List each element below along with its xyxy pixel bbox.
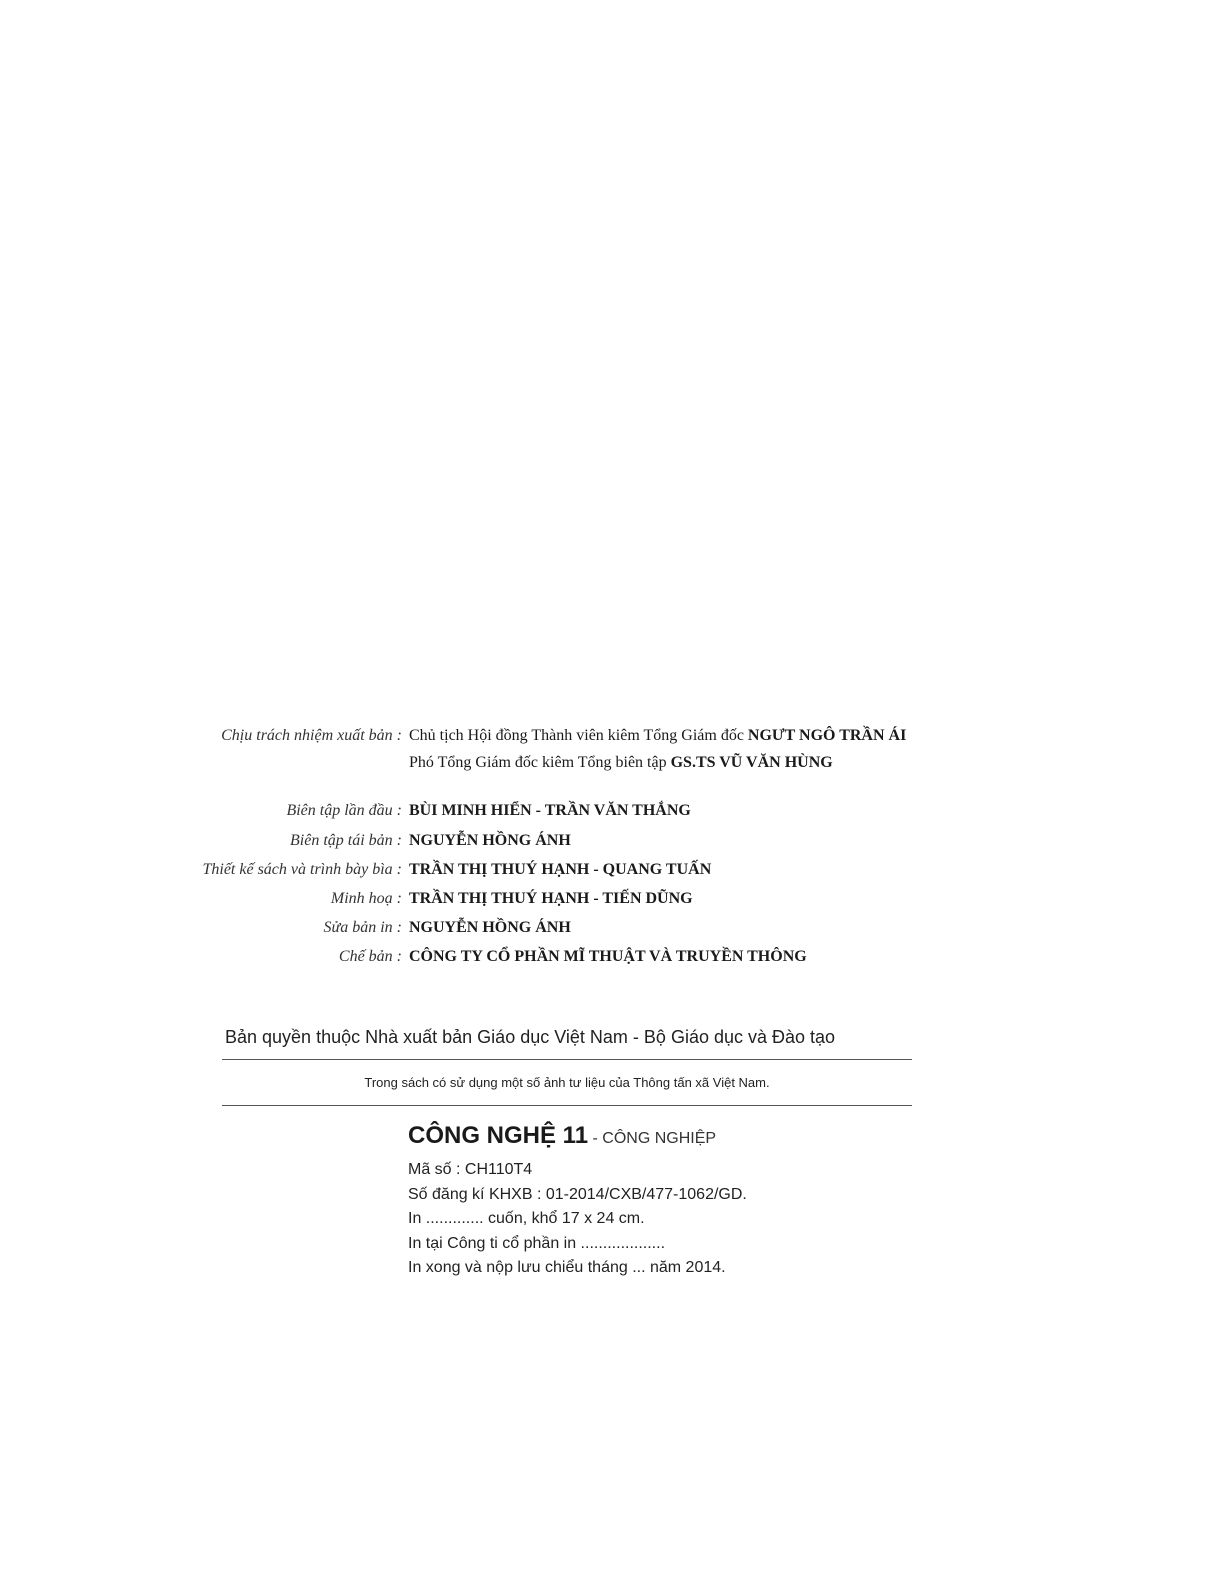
credit-row [0, 919, 1224, 949]
divider [222, 1059, 912, 1060]
credit-row [0, 832, 1224, 862]
copyright-notice: Bản quyền thuộc Nhà xuất bản Giáo dục Việt Nam - Bộ Giáo dục và Đào tạo [225, 1027, 836, 1047]
credit-label: Chế bản : [338, 948, 402, 965]
credit-row-responsible [0, 727, 1224, 757]
responsible-line1-prefix: Chủ tịch Hội đồng Thành viên kiêm Tổng Giám đốc [409, 727, 748, 744]
book-code: Mã số : CH110T4 [408, 1161, 533, 1178]
credit-value: TRẦN THỊ THUÝ HẠNH - QUANG TUẤN [409, 861, 712, 878]
photo-credit-note: Trong sách có sử dụng một số ảnh tư liệu của Thông tấn xã Việt Nam. [364, 1075, 770, 1090]
credit-label: Sửa bản in : [323, 919, 402, 936]
credit-label: Minh hoạ : [330, 890, 402, 907]
credit-label-responsible: Chịu trách nhiệm xuất bản : [221, 727, 402, 744]
credit-value: NGUYỄN HỒNG ÁNH [409, 919, 571, 936]
credit-label: Biên tập tái bản : [290, 832, 402, 849]
print-run: In ............. cuốn, khổ 17 x 24 cm. [408, 1210, 645, 1227]
responsible-line2-name: GS.TS VŨ VĂN HÙNG [670, 754, 833, 771]
divider [222, 1105, 912, 1106]
credit-value: NGUYỄN HỒNG ÁNH [409, 832, 571, 849]
credit-row [0, 861, 1224, 891]
book-title-line [408, 1122, 747, 1158]
credit-row [0, 890, 1224, 920]
credit-value-responsible-line2 [409, 754, 833, 772]
credit-value: CÔNG TY CỔ PHẦN MĨ THUẬT VÀ TRUYỀN THÔNG [409, 948, 807, 965]
credit-value: TRẦN THỊ THUÝ HẠNH - TIẾN DŨNG [409, 890, 693, 907]
book-title: CÔNG NGHỆ 11 [408, 1122, 589, 1149]
responsible-line2-prefix: Phó Tổng Giám đốc kiêm Tổng biên tập [409, 754, 671, 771]
credit-label: Thiết kế sách và trình bày bìa : [202, 861, 402, 878]
colophon-block [408, 1122, 747, 1281]
responsible-line1-name: NGƯT NGÔ TRẦN ÁI [747, 727, 907, 744]
completion-date: In xong và nộp lưu chiểu tháng ... năm 2014. [408, 1259, 726, 1276]
credit-label: Biên tập lần đầu : [286, 802, 402, 819]
registration-number: Số đăng kí KHXB : 01-2014/CXB/477-1062/GD. [408, 1185, 747, 1203]
book-subtitle: - CÔNG NGHIỆP [588, 1130, 717, 1147]
credit-row-responsible-line2 [0, 754, 1224, 784]
credit-value-responsible-line1 [409, 727, 906, 745]
credit-value: BÙI MINH HIỂN - TRẦN VĂN THẮNG [409, 802, 691, 819]
credit-row [0, 802, 1224, 832]
printer: In tại Công ti cổ phần in ................... [408, 1234, 666, 1252]
credit-row [0, 948, 1224, 978]
